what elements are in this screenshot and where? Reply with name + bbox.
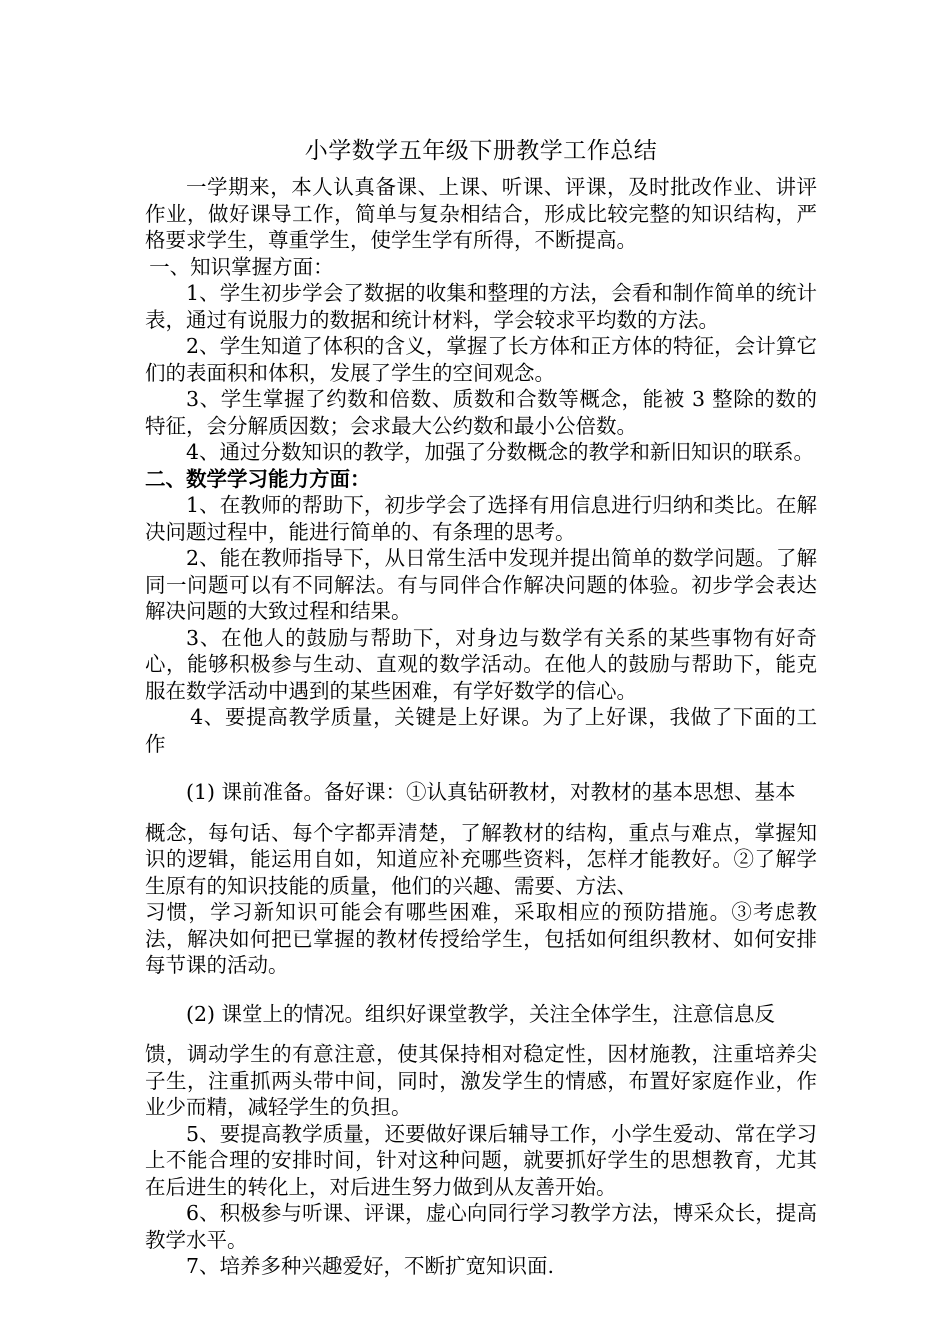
sub1-last: 习惯，学习新知识可能会有哪些困难，采取相应的预防措施。③考虑教法，解决如何把已掌握的教材传授给学生，包括如何组织教材、如何安排每节课的活动。 [145,900,817,977]
section1-item-2: 2、学生知道了体积的含义，掌握了长方体和正方体的特征，会计算它们的表面积和体积，发展了学生的空间观念。 [145,334,817,385]
sub1-rest: 概念，每句话、每个字都弄清楚，了解教材的结构，重点与难点，掌握知识的逻辑，能运用自如，知道应补充哪些资料，怎样才能教好。②了解学生原有的知识技能的质量，他们的兴趣、需要、方法、 [145,820,817,898]
section2-item-3: 3、在他人的鼓励与帮助下，对身边与数学有关系的某些事物有好奇心，能够积极参与生动、直观的数学活动。在他人的鼓励与帮助下，能克服在数学活动中遇到的某些困难，有学好数学的信心。 [145,625,817,703]
document-body [145,136,817,1280]
sub2-first-line: (2) 课堂上的情况。组织好课堂教学，关注全体学生，注意信息反 [186,1001,776,1026]
sub1-body [145,820,817,979]
section2-item-4: 4、要提高教学质量，关键是上好课。为了上好课，我做了下面的工作 [145,705,817,756]
section2-item-1: 1、在教师的帮助下，初步学会了选择有用信息进行归纳和类比。在解决问题过程中，能进行简单的、有条理的思考。 [145,493,817,544]
section2-item-2: 2、能在教师指导下，从日常生活中发现并提出简单的数学问题。了解同一问题可以有不同解法。有与同伴合作解决问题的体验。初步学会表达解决问题的大致过程和结果。 [145,546,817,623]
section2-item-7: 7、培养多种兴趣爱好，不断扩宽知识面. [186,1254,555,1278]
document-title: 小学数学五年级下册教学工作总结 [304,138,658,164]
section1-item-1: 1、学生初步学会了数据的收集和整理的方法，会看和制作简单的统计表，通过有说服力的数据和统计材料，学会较求平均数的方法。 [145,281,817,332]
sub2-rest: 馈，调动学生的有意注意，使其保持相对稳定性，因材施教，注重培养尖子生，注重抓两头带中间，同时，激发学生的情感，布置好家庭作业，作业少而精，减轻学生的负担。 [145,1042,817,1119]
section1-item-4: 4、通过分数知识的教学，加强了分数概念的教学和新旧知识的联系。 [186,440,815,464]
intro-paragraph: 一学期来，本人认真备课、上课、听课、评课，及时批改作业、讲评作业，做好课导工作，简单与复杂相结合，形成比较完整的知识结构，严格要求学生，尊重学生，使学生学有所得，不断提高。 [145,175,817,252]
sub1-first-line: (1) 课前准备。备好课：①认真钻研教材，对教材的基本思想、基本 [186,780,796,804]
section2-item-5: 5、要提高教学质量，还要做好课后辅导工作，小学生爱动、常在学习上不能合理的安排时间，针对这种问题，就要抓好学生的思想教育，尤其在后进生的转化上，对后进生努力做到从友善开始。 [145,1121,817,1199]
section2-item-6: 6、积极参与听课、评课，虚心向同行学习教学方法，博采众长，提高教学水平。 [145,1201,817,1252]
section1-heading: 一、知识掌握方面： [149,254,334,279]
section2-heading: 二、数学学习能力方面： [145,466,371,491]
section1-item-3: 3、学生掌握了约数和倍数、质数和合数等概念，能被 3 整除的数的特征，会分解质因数；会求最大公约数和最小公倍数。 [145,387,817,438]
